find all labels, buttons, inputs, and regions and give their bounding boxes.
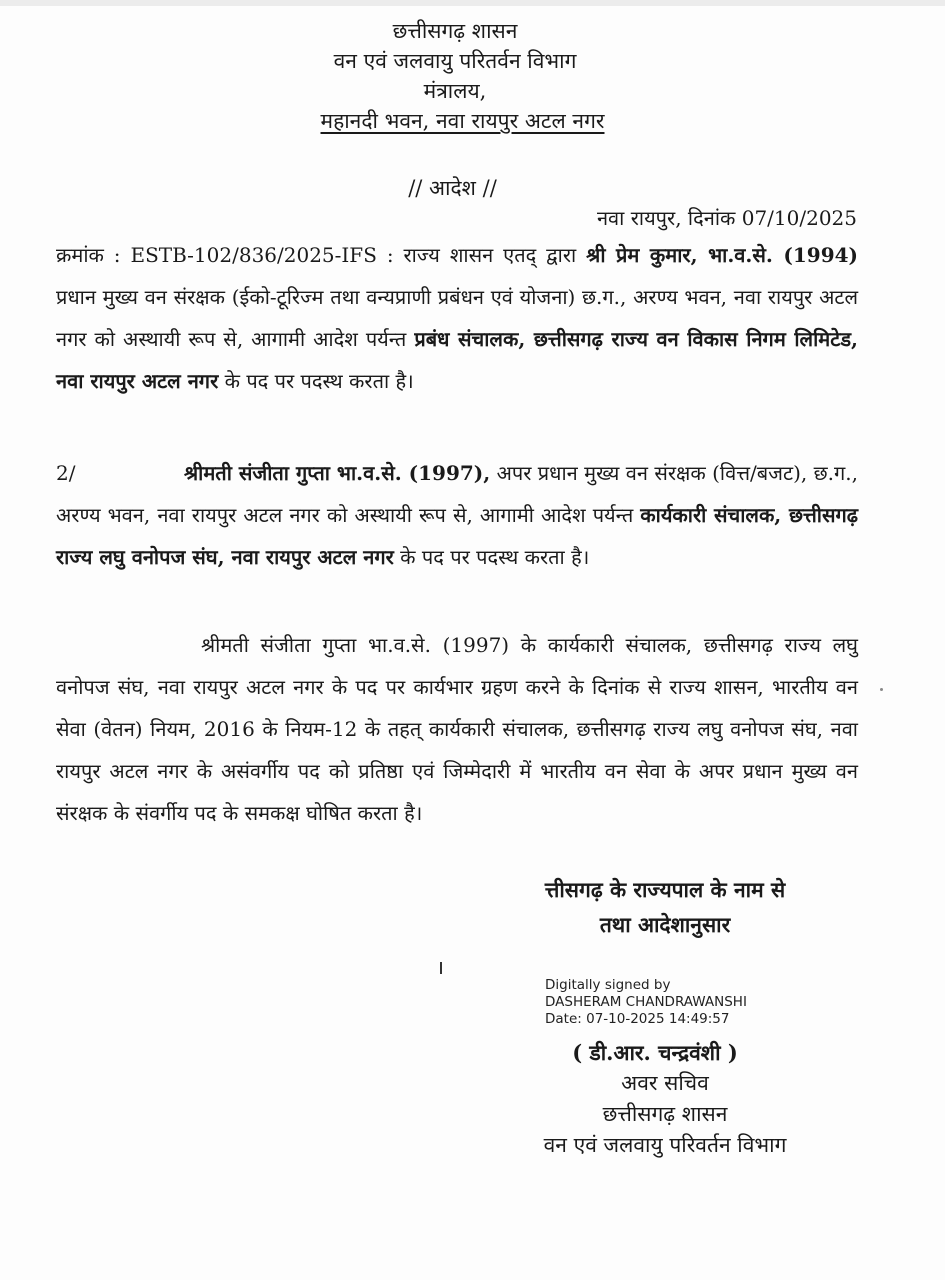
letterhead bbox=[0, 16, 945, 136]
signatory-block bbox=[485, 1037, 845, 1161]
scan-mark bbox=[440, 962, 442, 974]
closing-line-1: त्तीसगढ़ के राज्यपाल के नाम से bbox=[544, 877, 786, 902]
digisig-signer: DASHERAM CHANDRAWANSHI bbox=[545, 994, 747, 1010]
place-date: नवा रायपुर, दिनांक 07/10/2025 bbox=[596, 206, 857, 230]
letterhead-department: वन एवं जलवायु परितर्वन विभाग bbox=[333, 49, 577, 73]
officer-name-2: श्रीमती संजीता गुप्ता भा.व.से. (1997), bbox=[184, 461, 491, 485]
posting-2: कार्यकारी संचालक, छत्तीसगढ़ राज्य लघु वनोपज संघ, नवा रायपुर अटल नगर bbox=[56, 503, 858, 569]
closing-line-2: तथा आदेशानुसार bbox=[599, 912, 731, 937]
paragraph-number: 2/ bbox=[56, 461, 76, 485]
order-paragraph-1 bbox=[56, 234, 858, 402]
paragraph2-text1: अपर प्रधान मुख्य वन संरक्षक (वित्त/बजट), छ.ग., अरण्य भवन, नवा रायपुर अटल नगर को अस्थायी रूप से, आगामी आदेश पर्यन्त bbox=[56, 461, 858, 527]
paragraph2-text2: के पद पर पदस्थ करता है। bbox=[393, 545, 590, 569]
paragraph1-text1: प्रधान मुख्य वन संरक्षक (ईको-टूरिज्म तथा वन्यप्राणी प्रबंधन एवं योजना) छ.ग., अरण्य भवन, नवा रायपुर अटल नगर को अस्थायी रूप से, आगामी आदेश पर्यन्त bbox=[56, 285, 858, 351]
letterhead-address: महानदी भवन, नवा रायपुर अटल नगर bbox=[320, 109, 605, 133]
signatory-name: ( डी.आर. चन्द्रवंशी ) bbox=[572, 1040, 738, 1065]
order-number-label: क्रमांक : ESTB-102/836/2025-IFS : राज्य शासन एतद् द्वारा bbox=[56, 243, 587, 267]
closing-authority bbox=[505, 872, 825, 942]
paragraph3-text: श्रीमती संजीता गुप्ता भा.व.से. (1997) के कार्यकारी संचालक, छत्तीसगढ़ राज्य लघु वनोपज संघ, नवा रायपुर अटल नगर के पद पर कार्यभार ग्रहण करने के दिनांक से राज्य शासन, भारतीय वन सेवा (वेतन) नियम, 2016 के नियम-12 के तहत् कार्यकारी संचालक, छत्तीसगढ़ राज्य लघु वनोपज संघ, नवा रायपुर अटल नगर के असंवर्गीय पद को प्रतिष्ठा एवं जिम्मेदारी में भारतीय वन सेवा के अपर प्रधान मुख्य वन संरक्षक के संवर्गीय पद के समकक्ष घोषित करता है। bbox=[56, 633, 858, 825]
paragraph1-text2: के पद पर पदस्थ करता है। bbox=[218, 369, 414, 393]
page-top-edge bbox=[0, 0, 945, 6]
order-title: // आदेश // bbox=[408, 176, 497, 200]
signatory-government: छत्तीसगढ़ शासन bbox=[602, 1102, 728, 1126]
letterhead-government: छत्तीसगढ़ शासन bbox=[392, 19, 518, 43]
order-paragraph-3 bbox=[56, 624, 858, 834]
posting-1: प्रबंध संचालक, छत्तीसगढ़ राज्य वन विकास निगम लिमिटेड, नवा रायपुर अटल नगर bbox=[56, 327, 858, 393]
digital-signature-stamp bbox=[545, 977, 747, 1028]
digisig-date: Date: 07-10-2025 14:49:57 bbox=[545, 1011, 730, 1027]
order-paragraph-2 bbox=[56, 452, 858, 578]
digisig-line-1: Digitally signed by bbox=[545, 977, 671, 993]
signatory-department: वन एवं जलवायु परिवर्तन विभाग bbox=[543, 1133, 787, 1157]
letterhead-ministry: मंत्रालय, bbox=[423, 79, 487, 103]
signatory-designation: अवर सचिव bbox=[621, 1071, 709, 1095]
scan-speck bbox=[880, 688, 883, 691]
officer-name-1: श्री प्रेम कुमार, भा.व.से. (1994) bbox=[586, 243, 858, 267]
